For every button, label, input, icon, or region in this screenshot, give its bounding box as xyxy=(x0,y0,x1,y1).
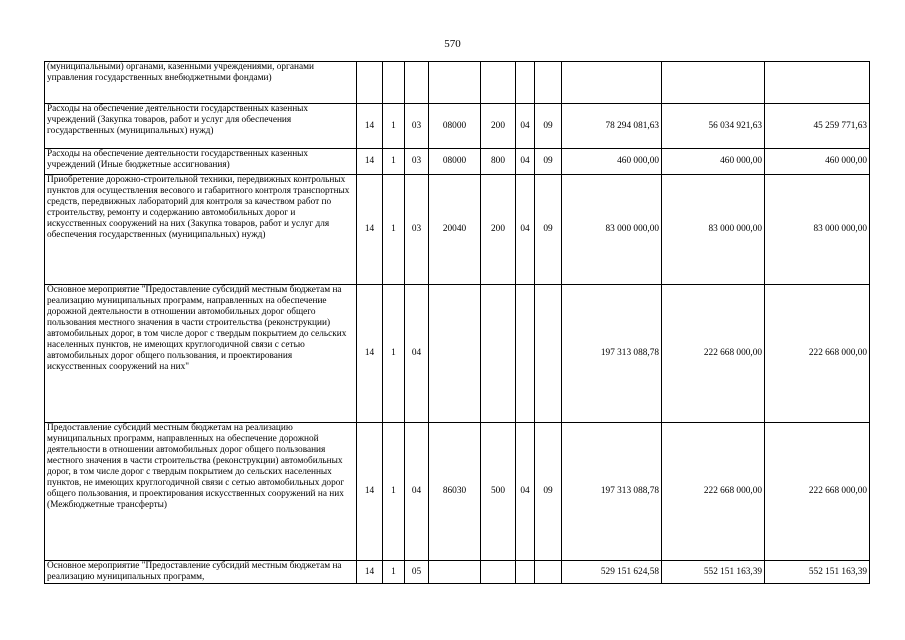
cell-code-3: 04 xyxy=(405,423,429,561)
cell-code-7: 09 xyxy=(535,423,562,561)
cell-amount-3 xyxy=(765,62,870,104)
cell-description: Приобретение дорожно-строительной техники, передвижных контрольных пунктов для осуществления весового и габаритного контроля транспортных средств, передвижных лабораторий для контроля за качеством работ по строительству, ремонту и содержанию автомобильных дорог и искусственных сооружений на них (Закупка товаров, работ и услуг для обеспечения государственных (муниципальных) нужд) xyxy=(45,175,357,285)
cell-amount-3: 222 668 000,00 xyxy=(765,285,870,423)
cell-amount-1: 197 313 088,78 xyxy=(562,285,662,423)
cell-code-7: 09 xyxy=(535,175,562,285)
cell-description: Основное мероприятие "Предоставление субсидий местным бюджетам на реализацию муниципальных программ, направленных на обеспечение дорожной деятельности в отношении автомобильных дорог общего пользования местного значения в части строительства (реконструкции) автомобильных дорог, в том числе дорог с твердым покрытием до сельских населенных пунктов, не имеющих круглогодичной связи с сетью автомобильных дорог общего пользования, и проектирования искусственных сооружений на них" xyxy=(45,285,357,423)
cell-amount-3: 45 259 771,63 xyxy=(765,104,870,149)
cell-description: Предоставление субсидий местным бюджетам на реализацию муниципальных программ, направленных на обеспечение дорожной деятельности в отношении автомобильных дорог общего пользования местного значения в части строительства (реконструкции) автомобильных дорог, в том числе дорог с твердым покрытием до сельских населенных пунктов, не имеющих круглогодичной связи с сетью автомобильных дорог общего пользования, и проектирования искусственных сооружений на них (Межбюджетные трансферты) xyxy=(45,423,357,561)
cell-description: Основное мероприятие "Предоставление субсидий местным бюджетам на реализацию муниципальных программ, xyxy=(45,561,357,584)
table-row xyxy=(45,285,870,423)
cell-code-6: 04 xyxy=(516,149,535,175)
cell-code-1: 14 xyxy=(357,175,383,285)
cell-code-5: 200 xyxy=(481,104,516,149)
cell-amount-2: 222 668 000,00 xyxy=(662,285,765,423)
cell-code-4 xyxy=(429,62,481,104)
cell-code-2: 1 xyxy=(383,149,405,175)
cell-code-2: 1 xyxy=(383,104,405,149)
page-number: 570 xyxy=(444,38,461,50)
cell-code-3: 03 xyxy=(405,149,429,175)
cell-code-7 xyxy=(535,62,562,104)
cell-amount-2: 56 034 921,63 xyxy=(662,104,765,149)
cell-code-7 xyxy=(535,561,562,584)
cell-amount-1: 83 000 000,00 xyxy=(562,175,662,285)
cell-amount-1: 78 294 081,63 xyxy=(562,104,662,149)
cell-code-4: 86030 xyxy=(429,423,481,561)
cell-code-5: 200 xyxy=(481,175,516,285)
cell-code-4: 08000 xyxy=(429,149,481,175)
cell-code-7: 09 xyxy=(535,104,562,149)
cell-code-7: 09 xyxy=(535,149,562,175)
cell-code-4: 08000 xyxy=(429,104,481,149)
cell-code-2: 1 xyxy=(383,285,405,423)
cell-code-6: 04 xyxy=(516,175,535,285)
cell-code-5: 500 xyxy=(481,423,516,561)
cell-code-6 xyxy=(516,62,535,104)
cell-code-3: 03 xyxy=(405,104,429,149)
cell-code-2: 1 xyxy=(383,561,405,584)
cell-code-2: 1 xyxy=(383,423,405,561)
budget-table xyxy=(44,61,870,584)
cell-amount-2: 83 000 000,00 xyxy=(662,175,765,285)
cell-amount-3: 552 151 163,39 xyxy=(765,561,870,584)
cell-code-1: 14 xyxy=(357,285,383,423)
cell-amount-3: 222 668 000,00 xyxy=(765,423,870,561)
budget-table-body xyxy=(45,62,870,584)
cell-amount-3: 460 000,00 xyxy=(765,149,870,175)
cell-code-3: 04 xyxy=(405,285,429,423)
cell-code-5: 800 xyxy=(481,149,516,175)
cell-code-6 xyxy=(516,285,535,423)
cell-amount-1: 460 000,00 xyxy=(562,149,662,175)
cell-amount-1 xyxy=(562,62,662,104)
cell-code-6: 04 xyxy=(516,104,535,149)
cell-code-1 xyxy=(357,62,383,104)
cell-description: Расходы на обеспечение деятельности государственных казенных учреждений (Иные бюджетные ассигнования) xyxy=(45,149,357,175)
cell-code-3: 03 xyxy=(405,175,429,285)
cell-code-5 xyxy=(481,561,516,584)
cell-code-1: 14 xyxy=(357,104,383,149)
cell-code-1: 14 xyxy=(357,149,383,175)
table-row xyxy=(45,62,870,104)
table-row xyxy=(45,104,870,149)
table-row xyxy=(45,175,870,285)
cell-code-2 xyxy=(383,62,405,104)
cell-amount-2 xyxy=(662,62,765,104)
cell-description: (муниципальными) органами, казенными учреждениями, органами управления государственных внебюджетными фондами) xyxy=(45,62,357,104)
cell-code-1: 14 xyxy=(357,561,383,584)
cell-code-6 xyxy=(516,561,535,584)
cell-amount-2: 222 668 000,00 xyxy=(662,423,765,561)
cell-amount-1: 197 313 088,78 xyxy=(562,423,662,561)
cell-code-5 xyxy=(481,62,516,104)
cell-amount-2: 460 000,00 xyxy=(662,149,765,175)
cell-code-5 xyxy=(481,285,516,423)
cell-code-4 xyxy=(429,285,481,423)
cell-code-4: 20040 xyxy=(429,175,481,285)
cell-code-1: 14 xyxy=(357,423,383,561)
cell-code-3 xyxy=(405,62,429,104)
table-row xyxy=(45,423,870,561)
cell-description: Расходы на обеспечение деятельности государственных казенных учреждений (Закупка товаров, работ и услуг для обеспечения государственных (муниципальных) нужд) xyxy=(45,104,357,149)
cell-code-7 xyxy=(535,285,562,423)
table-row xyxy=(45,149,870,175)
table-row xyxy=(45,561,870,584)
cell-code-6: 04 xyxy=(516,423,535,561)
cell-amount-1: 529 151 624,58 xyxy=(562,561,662,584)
cell-code-4 xyxy=(429,561,481,584)
cell-code-3: 05 xyxy=(405,561,429,584)
cell-code-2: 1 xyxy=(383,175,405,285)
cell-amount-3: 83 000 000,00 xyxy=(765,175,870,285)
cell-amount-2: 552 151 163,39 xyxy=(662,561,765,584)
